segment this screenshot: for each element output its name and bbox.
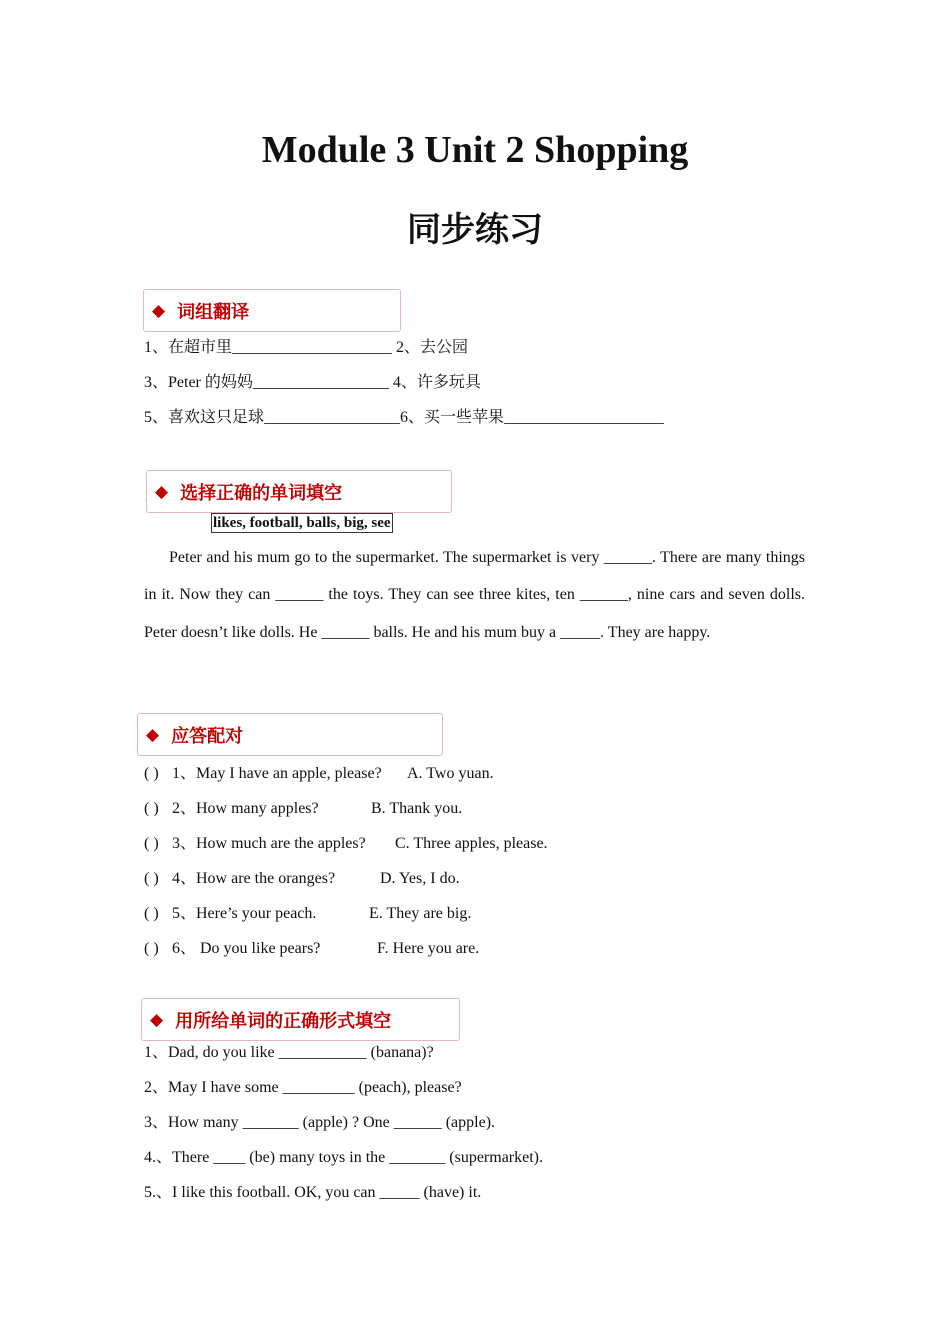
exercise-line: 3、How many _______ (apple) ? One ______ (apple). (144, 1114, 496, 1131)
matching-answer: F. Here you are. (377, 940, 480, 957)
matching-bracket: ( ) (144, 765, 159, 782)
matching-answer: B. Thank you. (371, 800, 463, 817)
matching-bracket: ( ) (144, 940, 159, 957)
matching-question: 6、 Do you like pears? (172, 940, 321, 957)
matching-bracket: ( ) (144, 800, 159, 817)
matching-answer: A. Two yuan. (407, 765, 494, 782)
matching-question: 2、How many apples? (172, 800, 319, 817)
matching-bracket: ( ) (144, 870, 159, 887)
section-title: 词组翻译 (177, 301, 250, 323)
matching-bracket: ( ) (144, 835, 159, 852)
matching-answer: D. Yes, I do. (380, 870, 460, 887)
section-header-word-forms (141, 998, 460, 1041)
diamond-bullet-icon: ◆ (150, 1009, 164, 1030)
exercise-line: 5.、I like this football. OK, you can _____ (have) it. (144, 1184, 482, 1201)
page-title: Module 3 Unit 2 Shopping (261, 129, 689, 171)
section-header-fill-blanks (146, 470, 452, 513)
section-header-matching (137, 713, 443, 756)
diamond-bullet-icon: ◆ (155, 481, 169, 502)
matching-answer: C. Three apples, please. (395, 835, 548, 852)
matching-question: 5、Here’s your peach. (172, 905, 317, 922)
diamond-bullet-icon: ◆ (152, 300, 166, 321)
exercise-line: 5、喜欢这只足球_________________6、买一些苹果____________________ (144, 409, 665, 426)
exercise-line: 1、Dad, do you like ___________ (banana)? (144, 1044, 434, 1061)
word-bank: likes, football, balls, big, see (213, 515, 391, 531)
exercise-line: 3、Peter 的妈妈_________________ 4、许多玩具 (144, 374, 481, 391)
section-title: 选择正确的单词填空 (180, 482, 343, 504)
matching-bracket: ( ) (144, 905, 159, 922)
page-subtitle: 同步练习 (407, 210, 543, 250)
matching-question: 1、May I have an apple, please? (172, 765, 382, 782)
matching-question: 3、How much are the apples? (172, 835, 366, 852)
diamond-bullet-icon: ◆ (146, 724, 160, 745)
exercise-line: 2、May I have some _________ (peach), please? (144, 1079, 462, 1096)
section-header-phrase-translation (143, 289, 401, 332)
section-title: 用所给单词的正确形式填空 (175, 1010, 392, 1032)
matching-answer: E. They are big. (369, 905, 472, 922)
exercise-line: 4.、There ____ (be) many toys in the _______ (supermarket). (144, 1149, 544, 1166)
cloze-passage: Peter and his mum go to the supermarket. The supermarket is very ______. There are many things in it. Now they can ______ the toys. They can see three kites, ten ______, nine cars and seven dolls. Peter doesn’t like dolls. He ______ balls. He and his mum buy a _____. They are happy. (144, 549, 805, 641)
matching-question: 4、How are the oranges? (172, 870, 336, 887)
exercise-line: 1、在超市里____________________ 2、去公园 (144, 339, 469, 356)
section-title: 应答配对 (171, 725, 244, 747)
